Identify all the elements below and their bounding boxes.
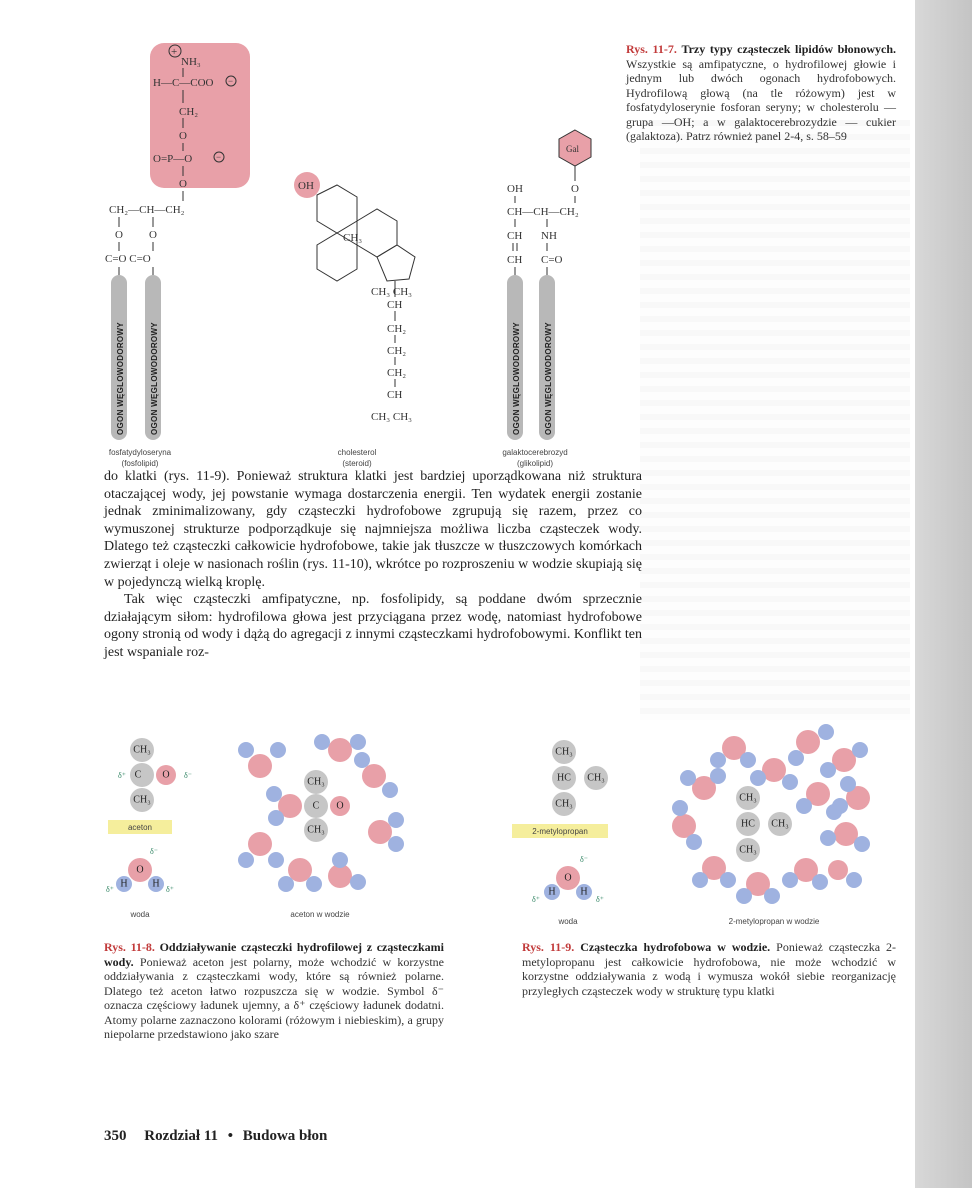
svg-text:O: O (179, 130, 187, 142)
footer-separator: • (227, 1128, 234, 1144)
figure-11-7-caption (626, 42, 896, 144)
svg-text:CH: CH (507, 230, 523, 242)
cholesterol-structure (294, 172, 415, 423)
caption-title: Oddziaływanie cząsteczki hydrofilowej z cząsteczkami wody. (104, 940, 444, 969)
svg-text:CH₃: CH₃ (771, 818, 789, 830)
svg-text:O: O (115, 229, 123, 241)
svg-text:CH: CH (507, 254, 523, 266)
svg-text:CH₃: CH₃ (555, 746, 573, 758)
acetone-label: aceton (127, 823, 153, 832)
svg-text:CH₂: CH₂ (387, 367, 407, 379)
caption-text: Ponieważ aceton jest polarny, może wchodzić w korzystne oddziaływania z cząsteczkami wody, które są również polarne. Dlatego też aceton łatwo rozpuszcza się w wodzie. Symbol δ⁻ oznacza częściowy ładunek ujemny, a δ⁺ częściowy ładunek dodatni. Atomy polarne zaznaczono kolorami (różowym i niebieskim), a grupy niepolarne przedstawiono jako szare (104, 954, 445, 1041)
svg-text:CH₃: CH₃ (343, 232, 363, 244)
svg-text:CH₃: CH₃ (133, 744, 151, 756)
svg-text:δ⁺: δ⁺ (532, 895, 540, 904)
svg-text:OH: OH (507, 183, 523, 195)
water-molecule (532, 855, 604, 904)
svg-text:δ⁺: δ⁺ (596, 895, 604, 904)
acetone-in-water-cluster (238, 734, 404, 892)
svg-text:δ⁻: δ⁻ (150, 847, 158, 856)
molecule-name: cholesterol (337, 448, 377, 457)
chapter-title: Budowa błon (242, 1128, 328, 1144)
svg-text:CH₃: CH₃ (555, 798, 573, 810)
svg-text:+: + (171, 46, 178, 58)
svg-text:−: − (216, 152, 222, 162)
svg-text:O: O (179, 178, 187, 190)
svg-text:O=P—O: O=P—O (153, 153, 193, 165)
methylpropane-in-water-cage (672, 724, 870, 904)
svg-text:O: O (149, 229, 157, 241)
water-molecule (106, 847, 174, 894)
svg-text:CH₂: CH₂ (179, 106, 199, 118)
svg-text:CH₃: CH₃ (307, 824, 325, 836)
page-number: 350 (104, 1128, 127, 1144)
svg-text:δ⁻: δ⁻ (184, 771, 192, 780)
svg-text:H: H (152, 878, 160, 890)
svg-text:O: O (162, 769, 170, 781)
mix-label: aceton w wodzie (290, 910, 350, 919)
svg-text:CH₃: CH₃ (739, 792, 757, 804)
svg-text:O: O (571, 183, 579, 195)
svg-text:H: H (580, 886, 588, 898)
molecule-class: (steroid) (342, 459, 372, 468)
svg-text:H—C—COO: H—C—COO (153, 77, 214, 89)
svg-text:CH₂: CH₂ (387, 345, 407, 357)
water-label: woda (558, 917, 578, 926)
body-paragraph: do klatki (rys. 11-9). Ponieważ struktura klatki jest bardziej uporządkowana niż struktura otaczającej wody, jej powstanie wymaga dostarczenia energii. Ten wydatek energii zostanie jednak zminimalizowany, gdy cząsteczki hydrofobowe zgrupują się razem, przez co wymuszonej strukturze podporządkuje się najmniejsza możliwa liczba cząsteczek wody. Dlatego też cząsteczki całkowicie hydrofobowe, takie jak tłuszcze w tłuszczowych komórkach zwierząt i oleje w nasionach roślin (rys. 11-10), wkrótce po rozproszeniu w wodzie skupiają się w pojedynczą wielką kroplę. (104, 469, 642, 590)
svg-text:δ⁺: δ⁺ (166, 885, 174, 894)
svg-text:H: H (548, 886, 556, 898)
svg-text:CH₃: CH₃ (587, 772, 605, 784)
caption-title: Trzy typy cząsteczek lipidów błonowych. (681, 42, 896, 56)
svg-text:CH₃ CH₃: CH₃ CH₃ (371, 411, 412, 423)
svg-text:CH: CH (387, 389, 403, 401)
caption-title: Cząsteczka hydrofobowa w wodzie. (580, 940, 771, 954)
figure-11-7 (95, 35, 615, 468)
page-edge-shadow (915, 0, 972, 1188)
body-paragraph: Tak więc cząsteczki amfipatyczne, np. fosfolipidy, są poddane dwóm sprzecznie działającym siłom: hydrofilowa głowa jest przyciągana przez wodę, natomiast hydrofobowe ogony stronią od wody i dążą do agregacji z innymi cząsteczkami hydrofobowymi. Konflikt ten jest wspaniale roz- (104, 592, 642, 660)
svg-text:C: C (134, 769, 142, 781)
svg-text:H: H (120, 878, 128, 890)
tail-label: OGON WĘGLOWODOROWY (544, 322, 553, 435)
figure-11-9-caption (522, 940, 896, 998)
svg-text:CH₃ CH₃: CH₃ CH₃ (371, 286, 412, 298)
svg-text:δ⁻: δ⁻ (580, 855, 588, 864)
svg-text:CH—CH—CH₂: CH—CH—CH₂ (507, 206, 579, 218)
mix-label: 2-metylopropan w wodzie (728, 917, 820, 926)
chapter-number: Rozdział 11 (144, 1128, 218, 1144)
svg-text:O: O (564, 872, 572, 884)
svg-text:CH₂—CH—CH₂: CH₂—CH—CH₂ (109, 204, 185, 216)
methylpropane-molecule (552, 740, 608, 816)
methylpropane-label: 2-metylopropan (532, 827, 588, 836)
molecule-class: (fosfolipid) (121, 459, 159, 468)
svg-text:NH₃: NH₃ (181, 56, 201, 68)
oh-label: OH (298, 180, 314, 192)
caption-number: Rys. 11-9. (522, 940, 575, 954)
svg-text:CH₂: CH₂ (387, 323, 407, 335)
molecule-name: fosfatydyloseryna (108, 448, 172, 457)
svg-text:δ⁺: δ⁺ (106, 885, 114, 894)
figure-11-8 (100, 720, 500, 930)
svg-text:HC: HC (741, 818, 755, 830)
svg-text:O: O (136, 864, 144, 876)
caption-number: Rys. 11-7. (626, 42, 677, 56)
svg-text:CH₃: CH₃ (307, 776, 325, 788)
svg-text:C=O C=O: C=O C=O (105, 253, 151, 265)
caption-text: Ponieważ cząsteczka 2-metylopropanu jest całkowicie hydrofobowa, nie może wchodzić w korzystne oddziaływania z wodą i wymusza wokół siebie reorganizację przyległych cząsteczek wody w strukturę typu klatki (522, 940, 897, 998)
svg-text:NH: NH (541, 230, 557, 242)
molecule-class: (glikolipid) (516, 459, 554, 468)
svg-text:C=O: C=O (541, 254, 563, 266)
svg-text:δ⁺: δ⁺ (118, 771, 126, 780)
svg-text:CH₃: CH₃ (739, 844, 757, 856)
svg-text:HC: HC (557, 772, 571, 784)
svg-text:O: O (336, 800, 344, 812)
svg-text:CH: CH (387, 299, 403, 311)
caption-number: Rys. 11-8. (104, 940, 155, 954)
page-footer (104, 1128, 341, 1145)
caption-text: Wszystkie są amfipatyczne, o hydrofilowej głowie i jednym lub dwóch ogonach hydrofobowych. Hydrofilową głową (na tle różowym) jest w fosfatydyloserynie fosforan seryny; w cholesterolu — grupa —OH; a w galaktocerebrozydzie — cukier (galaktoza). Patrz również panel 2-4, s. 58–59 (626, 56, 896, 143)
sugar-label: Gal (566, 144, 579, 154)
tail-label: OGON WĘGLOWODOROWY (116, 322, 125, 435)
show-through-background (640, 120, 910, 720)
acetone-molecule (118, 738, 192, 812)
figure-11-8-caption (104, 940, 444, 1042)
tail-label: OGON WĘGLOWODOROWY (150, 322, 159, 435)
water-label: woda (130, 910, 150, 919)
molecule-name: galaktocerebrozyd (502, 448, 568, 457)
figure-11-9 (508, 720, 908, 930)
svg-text:C: C (312, 800, 320, 812)
svg-text:CH₃: CH₃ (133, 794, 151, 806)
body-text (104, 468, 642, 662)
tail-label: OGON WĘGLOWODOROWY (512, 322, 521, 435)
svg-text:−: − (228, 76, 234, 86)
galactocerebroside-structure (507, 130, 591, 275)
